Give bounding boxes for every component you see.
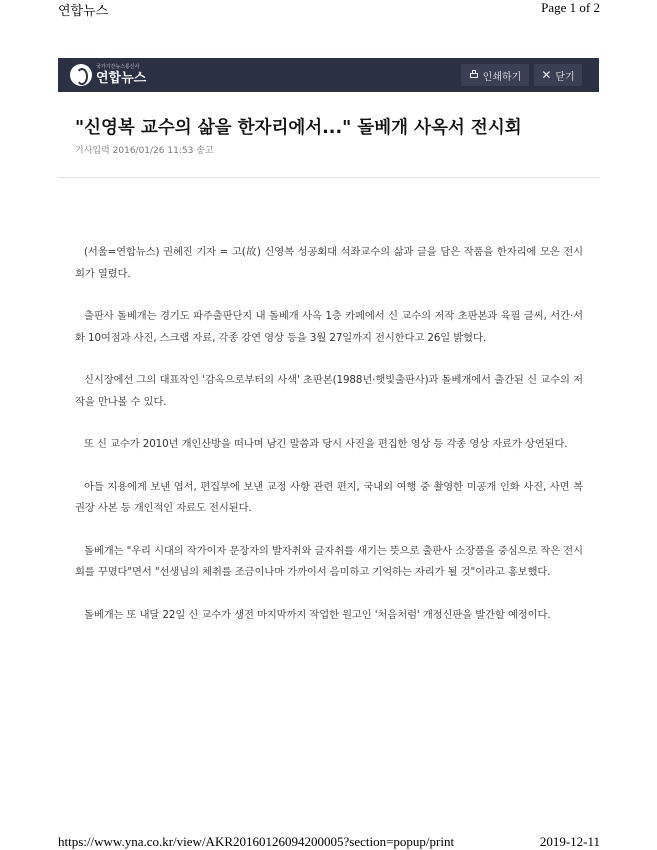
article-paragraph: 돌베개는 또 내달 22일 신 교수가 생전 마지막까지 작업한 원고인 '처음처럼' 개정신판을 발간할 예정이다. [84, 608, 551, 621]
logo-mark-icon [70, 64, 92, 86]
logo-title: 연합뉴스 [96, 71, 147, 86]
close-icon: ✕ [541, 68, 552, 82]
print-header [0, 0, 657, 20]
close-button[interactable] [534, 64, 582, 86]
close-button-label: 닫기 [555, 71, 575, 83]
article-paragraph: 출판사 돌베개는 경기도 파주출판단지 내 돌베개 사옥 1층 카페에서 신 교수의 저작 초판본과 육필 글씨, 서간·서화 10여점과 사진, 스크랩 자료, 각종 강연 영상 등을 3월 27일까지 전시한다고 26일 밝혔다. [75, 310, 583, 344]
article-paragraph: (서울=연합뉴스) 권혜진 기자 = 고(故) 신영복 성공회대 석좌교수의 삶과 글을 담은 작품을 한자리에 모은 전시회가 열렸다. [75, 246, 583, 280]
print-button[interactable] [461, 64, 529, 86]
print-header-page: Page 1 of 2 [541, 0, 600, 15]
article-paragraph: 아들 지용에게 보낸 엽서, 편집부에 보낸 교정 사항 관련 편지, 국내외 여행 중 촬영한 미공개 인화 사진, 사면 복권장 사본 등 개인적인 자료도 전시된다. [75, 480, 583, 514]
print-footer-url: https://www.yna.co.kr/view/AKR20160126094200005?section=popup/print [58, 834, 455, 849]
print-header-site: 연합뉴스 [58, 3, 109, 18]
title-divider [58, 177, 599, 178]
print-footer-date: 2019-12-11 [539, 834, 600, 849]
print-button-label: 인쇄하기 [482, 71, 522, 83]
article-title: "신영복 교수의 삶을 한자리에서..." 돌베개 사옥서 전시회 [75, 118, 522, 138]
article-dateline: 기사입력 2016/01/26 11:53 송고 [75, 146, 214, 156]
top-bar [58, 58, 599, 92]
article-paragraph: 신시장에선 그의 대표작인 '감옥으로부터의 사색' 초판본(1988년·햇빛출판사)과 돌베개에서 출간된 신 교수의 저작을 만나볼 수 있다. [75, 374, 583, 408]
print-footer [0, 834, 657, 850]
printer-icon [469, 70, 479, 80]
article-paragraph: 또 신 교수가 2010년 개인산방을 떠나며 남긴 말씀과 당시 사진을 편집한 영상 등 각종 영상 자료가 상연된다. [84, 438, 568, 450]
article-body [75, 242, 583, 647]
yonhap-logo[interactable] [70, 63, 146, 87]
article-paragraph: 돌베개는 "우리 시대의 작가이자 문장자의 발자취와 글자취를 새기는 뜻으로 출판사 소장품을 중심으로 작은 전시회를 꾸몄다"면서 "선생님의 체취를 조금이나마 가까이서 음미하고 기억하는 자리가 될 것"이라고 홍보했다. [75, 544, 583, 578]
logo-subtitle: 국가기간뉴스통신사 [96, 64, 140, 70]
